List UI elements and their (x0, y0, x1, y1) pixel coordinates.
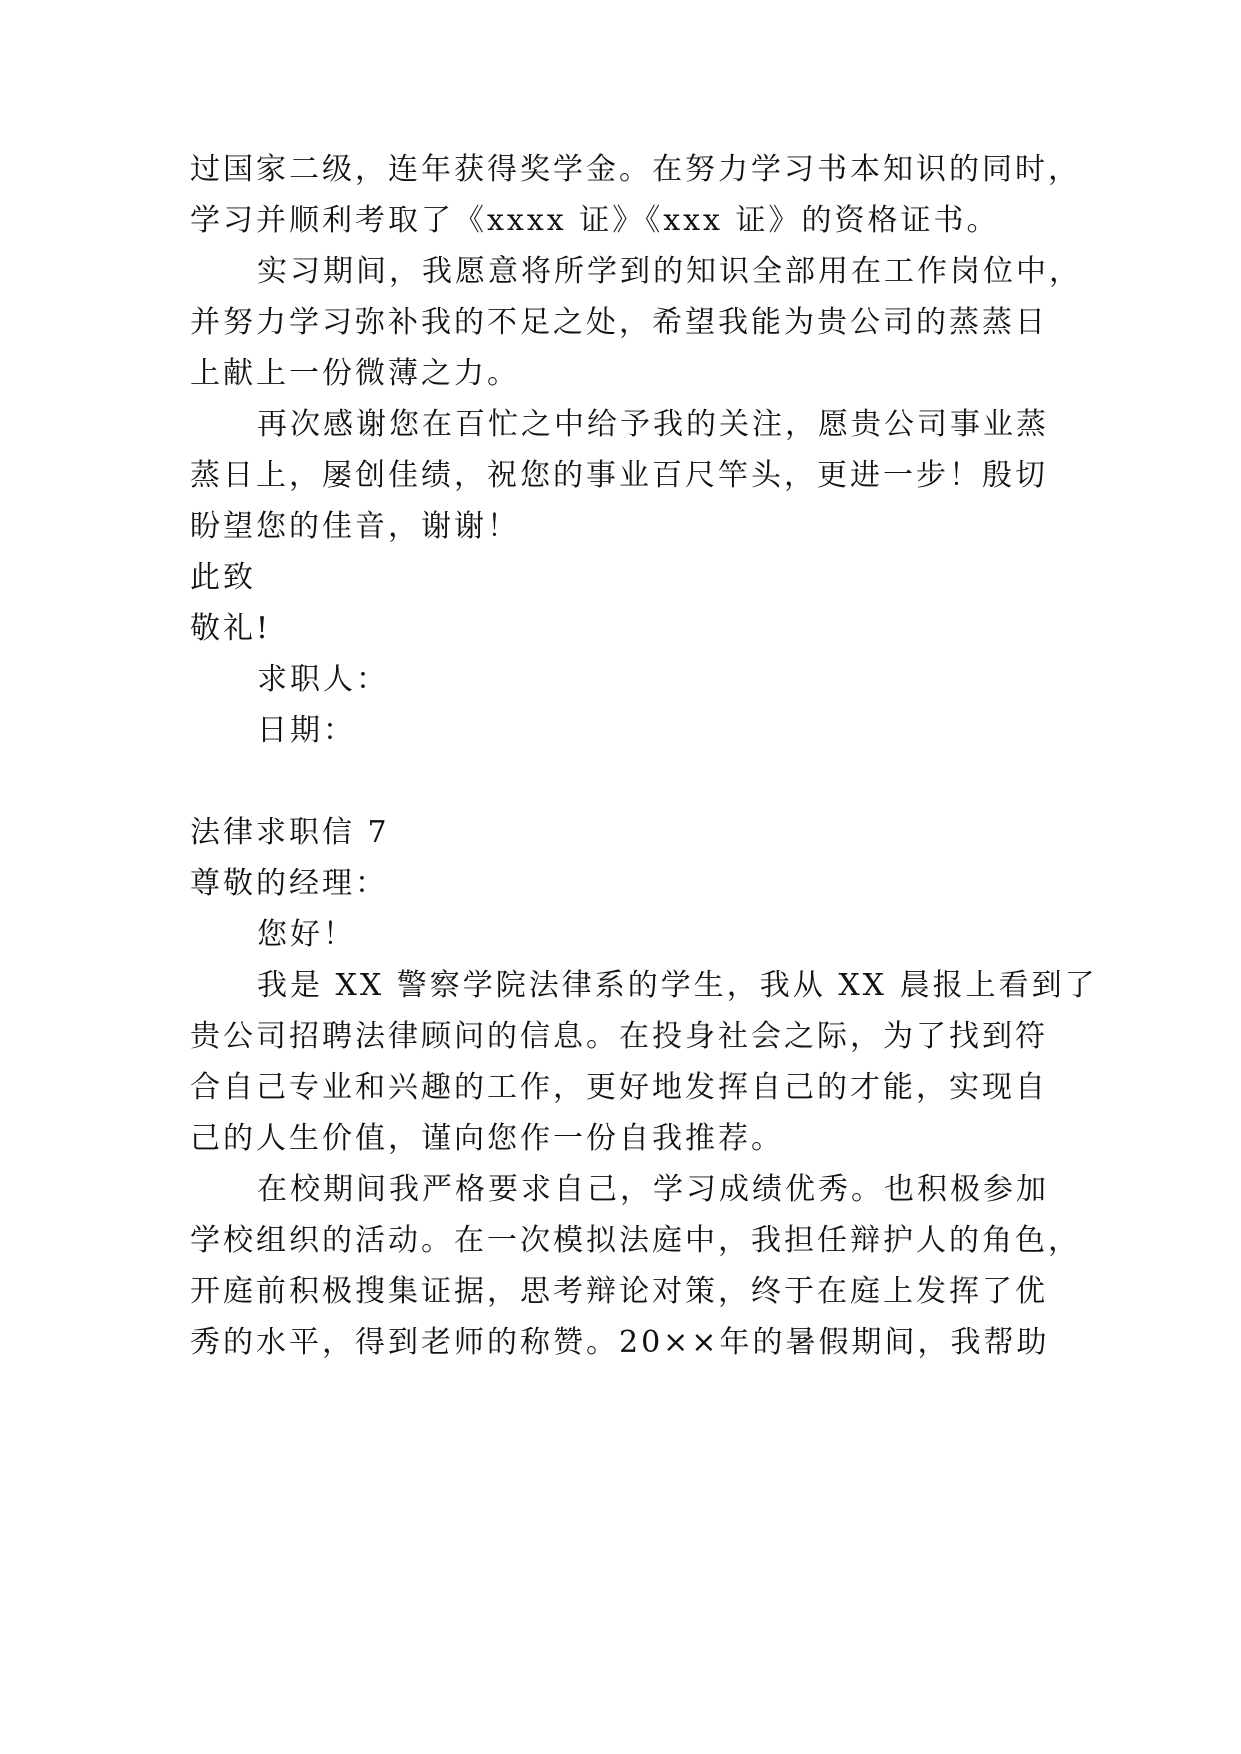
body-line: 开庭前积极搜集证据，思考辩论对策，终于在庭上发挥了优 (190, 1274, 1048, 1309)
body-line: 上献上一份微薄之力。 (190, 356, 520, 391)
body-line: 我是 XX 警察学院法律系的学生，我从 XX 晨报上看到了 (257, 968, 1098, 1003)
section-title: 法律求职信 7 (190, 815, 390, 850)
salute-text: 敬礼! (190, 611, 272, 646)
applicant-label: 求职人： (257, 662, 389, 697)
body-line: 合自己专业和兴趣的工作，更好地发挥自己的才能，实现自 (190, 1070, 1048, 1105)
body-line: 并努力学习弥补我的不足之处，希望我能为贵公司的蒸蒸日 (190, 305, 1048, 340)
salutation: 尊敬的经理： (190, 866, 388, 901)
body-line: 学校组织的活动。在一次模拟法庭中，我担任辩护人的角色， (190, 1223, 1081, 1258)
body-line: 过国家二级，连年获得奖学金。在努力学习书本知识的同时， (190, 152, 1081, 187)
body-line: 在校期间我严格要求自己，学习成绩优秀。也积极参加 (257, 1172, 1049, 1207)
body-line: 学习并顺利考取了《xxxx 证》《xxx 证》的资格证书。 (190, 203, 1000, 238)
body-line: 贵公司招聘法律顾问的信息。在投身社会之际，为了找到符 (190, 1019, 1048, 1054)
body-line: 盼望您的佳音，谢谢！ (190, 509, 520, 544)
date-label: 日期： (257, 713, 356, 748)
greeting: 您好！ (257, 917, 356, 952)
body-line: 蒸日上，屡创佳绩，祝您的事业百尺竿头，更进一步！殷切 (190, 458, 1048, 493)
body-line: 实习期间，我愿意将所学到的知识全部用在工作岗位中， (257, 254, 1082, 289)
body-line: 秀的水平，得到老师的称赞。20××年的暑假期间，我帮助 (190, 1325, 1050, 1360)
closing-text: 此致 (190, 560, 256, 595)
body-line: 己的人生价值，谨向您作一份自我推荐。 (190, 1121, 784, 1156)
body-line: 再次感谢您在百忙之中给予我的关注，愿贵公司事业蒸 (257, 407, 1049, 442)
